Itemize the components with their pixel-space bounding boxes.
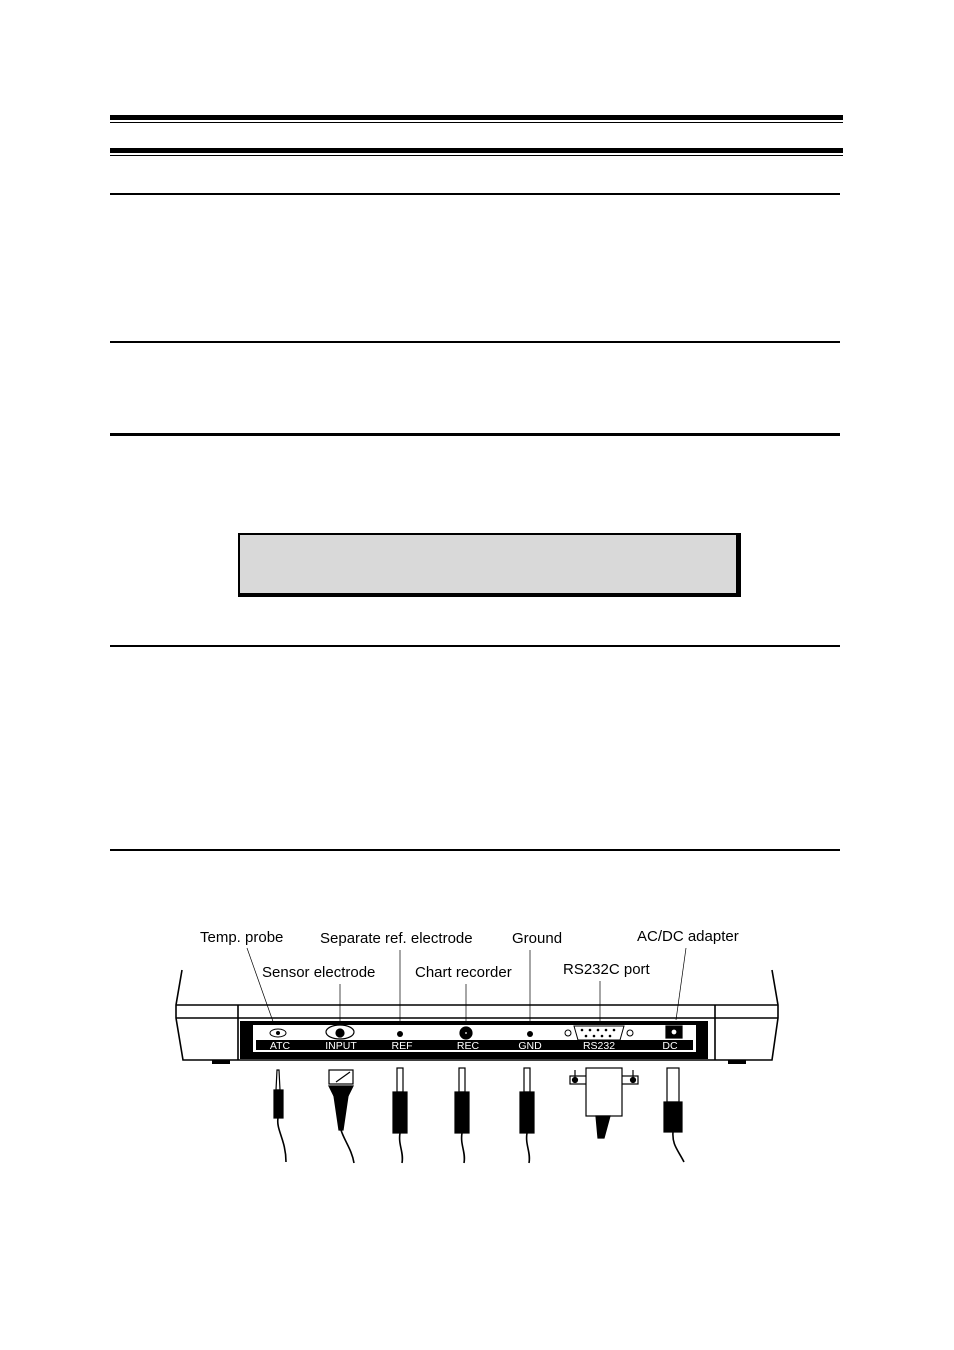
ref-electrode-plug — [393, 1068, 407, 1163]
panel-label-input: INPUT — [325, 1040, 357, 1052]
chart-recorder-plug — [455, 1068, 469, 1163]
panel-label-rec: REC — [456, 1040, 480, 1052]
rec-jack — [460, 1027, 472, 1039]
rs232-plug — [570, 1068, 638, 1138]
callout-separate-ref-electrode: Separate ref. electrode — [320, 930, 473, 947]
callout-ground: Ground — [512, 930, 563, 947]
gnd-jack — [527, 1031, 533, 1037]
atc-jack — [270, 1029, 286, 1037]
panel-label-ref: REF — [391, 1040, 413, 1052]
callout-sensor-electrode: Sensor electrode — [262, 964, 376, 981]
ground-plug — [520, 1068, 534, 1163]
sensor-electrode-plug — [329, 1070, 354, 1163]
ref-jack — [397, 1031, 403, 1037]
input-jack — [326, 1025, 354, 1039]
callout-rs232c-port: RS232C port — [563, 961, 650, 978]
callout-temp-probe: Temp. probe — [200, 929, 284, 946]
panel-label-dc: DC — [662, 1040, 678, 1052]
callout-chart-recorder: Chart recorder — [415, 964, 512, 981]
panel-label-rs232: RS232 — [582, 1040, 616, 1052]
temp-probe-plug — [274, 1070, 286, 1162]
callout-ac-dc-adapter: AC/DC adapter — [637, 928, 739, 945]
dc-adapter-plug — [664, 1068, 684, 1162]
instrument-foot-right — [728, 1060, 746, 1064]
panel-label-atc: ATC — [269, 1040, 291, 1052]
panel-label-gnd: GND — [518, 1040, 542, 1052]
dc-jack — [666, 1026, 682, 1038]
instrument-foot-left — [212, 1060, 230, 1064]
